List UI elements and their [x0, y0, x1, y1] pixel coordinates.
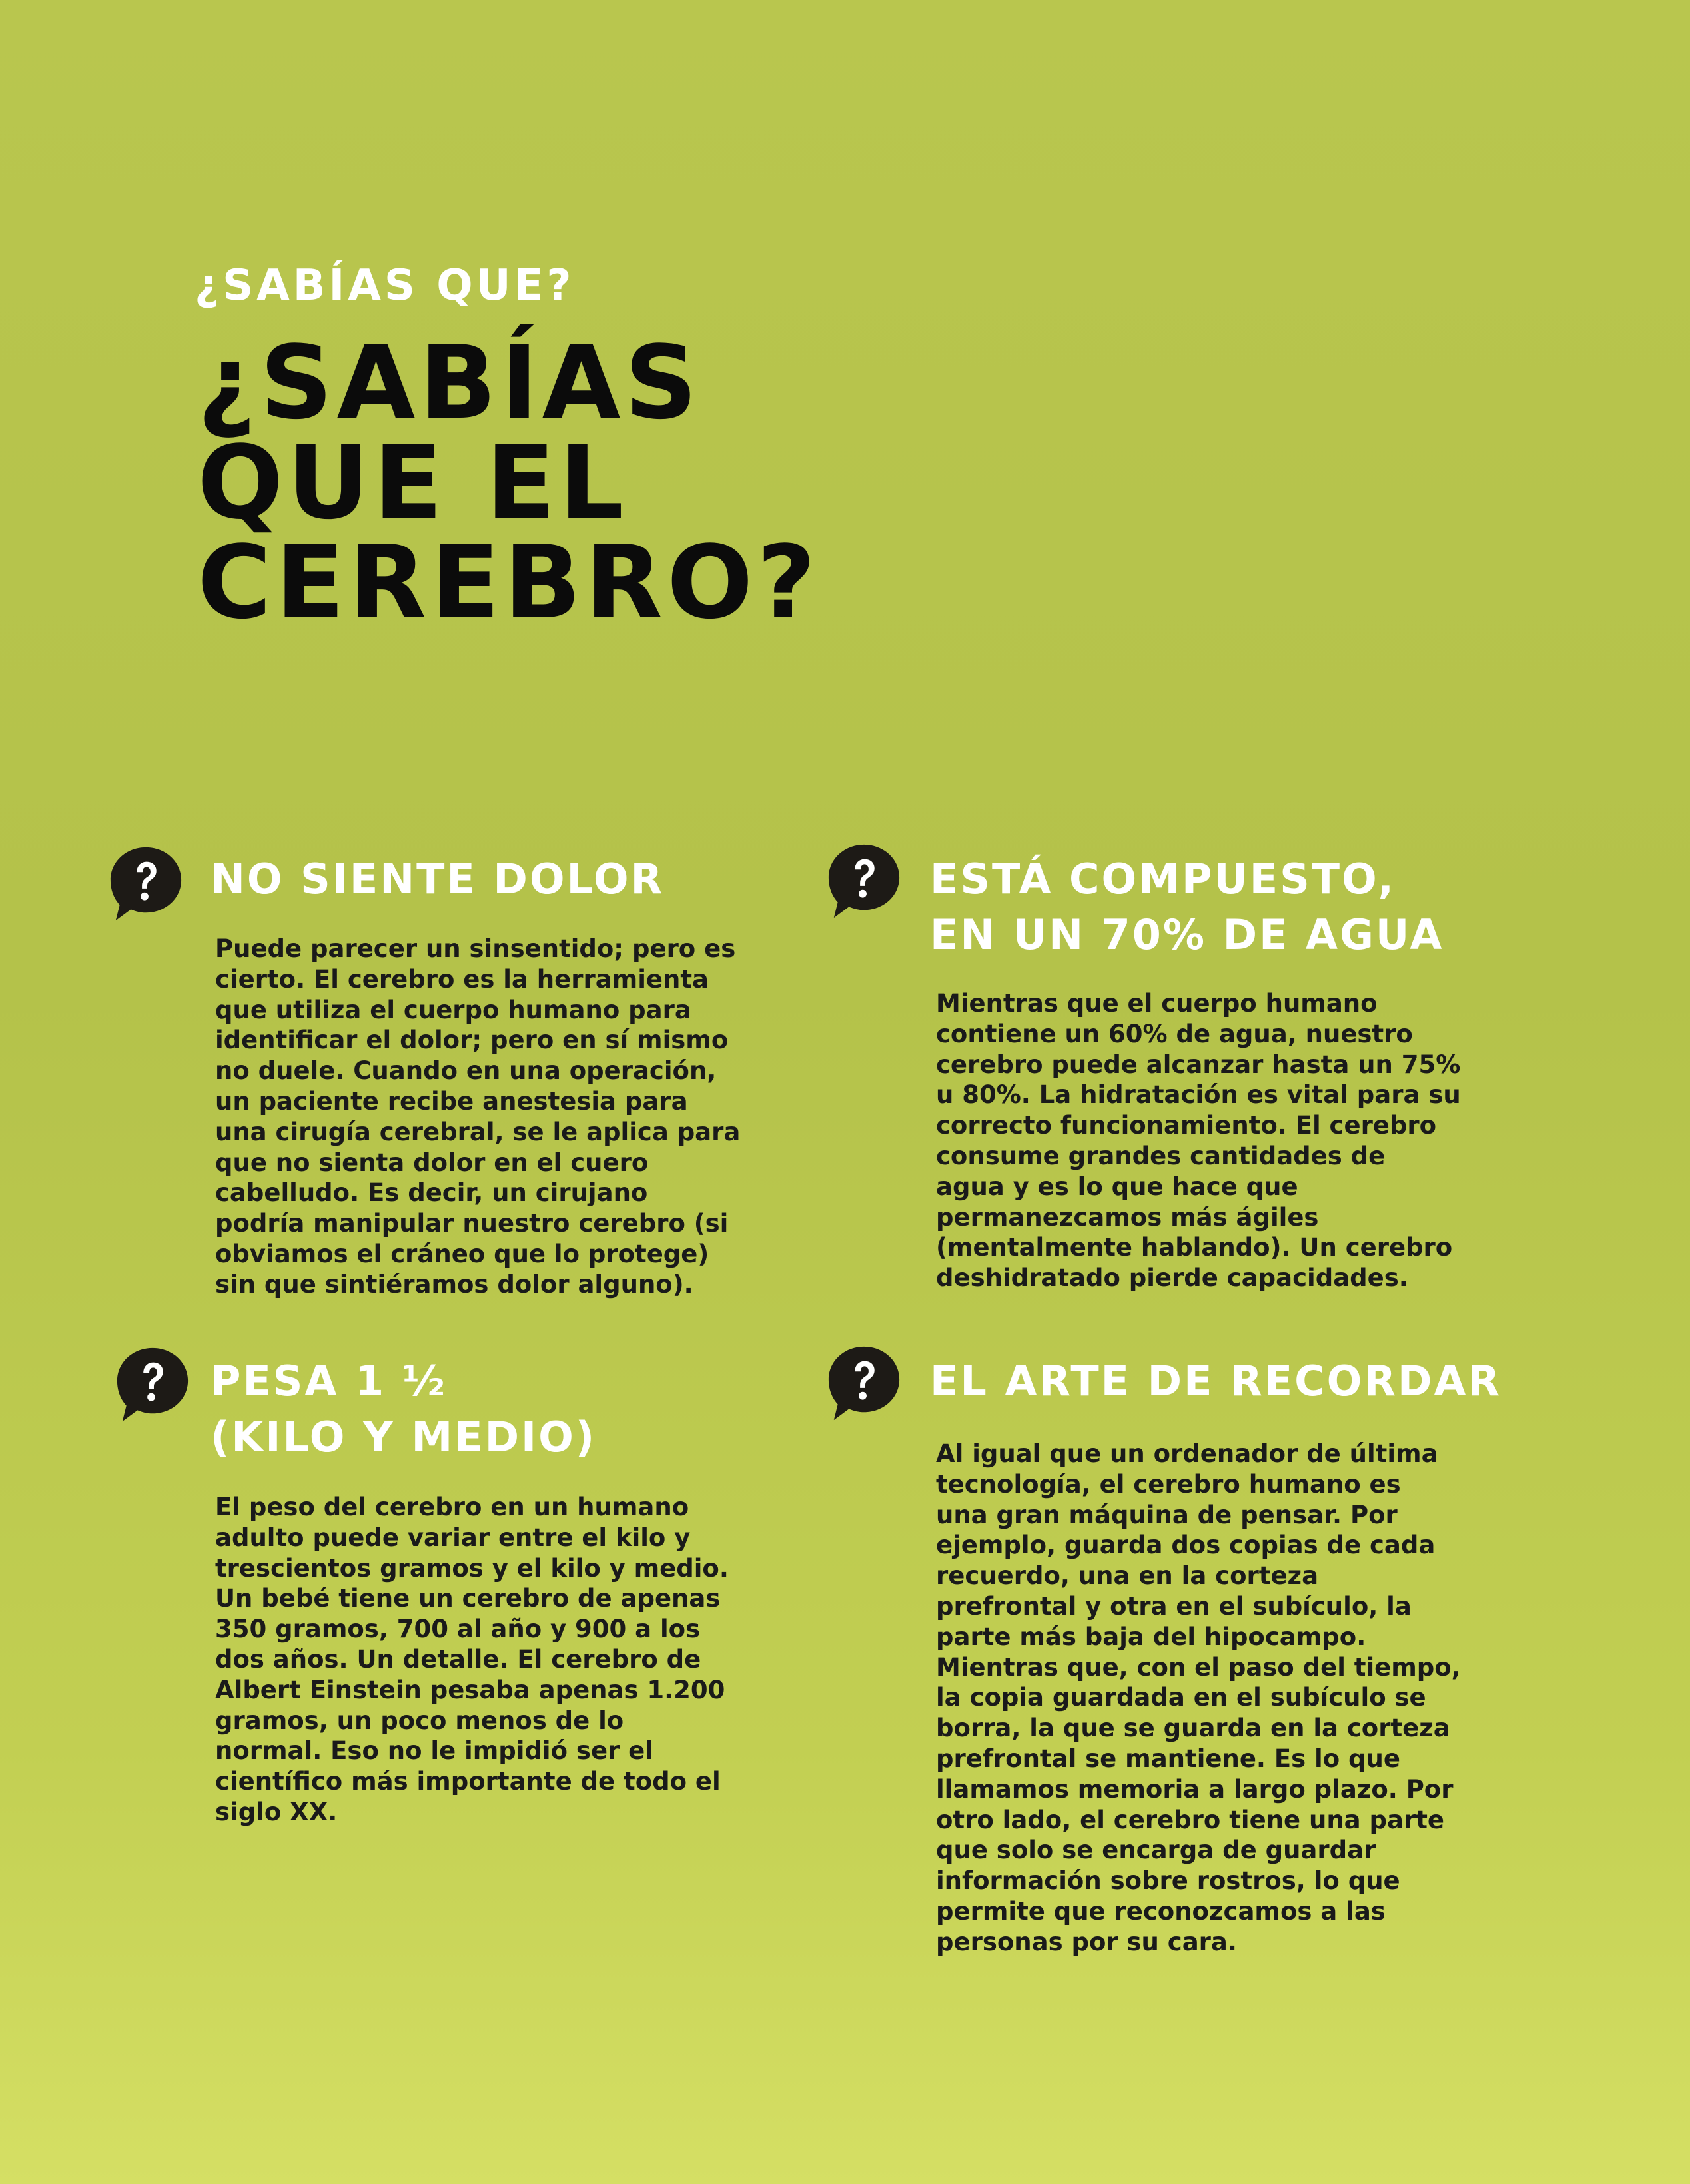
headline	[197, 324, 820, 641]
body-line: podría manipular nuestro cerebro (si	[215, 1209, 729, 1238]
body-line: prefrontal se mantiene. Es lo que	[936, 1744, 1400, 1773]
section-title-line: EL ARTE DE RECORDAR	[930, 1357, 1502, 1405]
body-line: 350 gramos, 700 al año y 900 a los	[215, 1615, 701, 1644]
body-line: consume grandes cantidades de	[936, 1141, 1386, 1170]
section-title	[930, 1353, 1501, 1409]
body-line: cabelludo. Es decir, un cirujano	[215, 1178, 648, 1208]
body-line: gramos, un poco menos de lo	[215, 1706, 624, 1735]
question-bubble-icon	[825, 1344, 903, 1423]
body-line: personas por su cara.	[936, 1927, 1237, 1956]
body-line: u 80%. La hidratación es vital para su	[936, 1080, 1461, 1110]
body-line: tecnología, el cerebro humano es	[936, 1469, 1401, 1499]
body-line: una gran máquina de pensar. Por	[936, 1500, 1398, 1529]
body-line: llamamos memoria a largo plazo. Por	[936, 1774, 1454, 1804]
section-body	[215, 1492, 729, 1828]
body-line: Albert Einstein pesaba apenas 1.200	[215, 1675, 725, 1704]
headline-line: CEREBRO?	[197, 524, 820, 641]
body-line: prefrontal y otra en el subículo, la	[936, 1591, 1412, 1621]
body-line: siglo XX.	[215, 1797, 338, 1826]
body-line: adulto puede variar entre el kilo y	[215, 1523, 691, 1552]
question-bubble-icon	[113, 1345, 192, 1424]
body-line: contiene un 60% de agua, nuestro	[936, 1019, 1413, 1048]
section-body	[936, 1439, 1461, 1958]
body-line: que utiliza el cuerpo humano para	[215, 995, 691, 1024]
body-line: un paciente recibe anestesia para	[215, 1086, 688, 1116]
body-line: El peso del cerebro en un humano	[215, 1493, 689, 1521]
body-line: cierto. El cerebro es la herramienta	[215, 964, 709, 994]
section-title-line: EN UN 70% DE AGUA	[930, 910, 1444, 959]
body-line: ejemplo, guarda dos copias de cada	[936, 1531, 1436, 1560]
body-line: Puede parecer un sinsentido; pero es	[215, 934, 736, 963]
body-line: parte más baja del hipocampo.	[936, 1622, 1366, 1651]
body-line: permite que reconozcamos a las	[936, 1896, 1386, 1926]
section-title-line: NO SIENTE DOLOR	[211, 855, 665, 903]
body-line: una cirugía cerebral, se le aplica para	[215, 1117, 741, 1146]
section-title	[211, 1353, 596, 1465]
body-line: que solo se encarga de guardar	[936, 1836, 1376, 1865]
body-line: Mientras que, con el paso del tiempo,	[936, 1652, 1461, 1682]
body-line: deshidratado pierde capacidades.	[936, 1264, 1408, 1293]
question-bubble-icon	[825, 842, 903, 920]
body-line: cerebro puede alcanzar hasta un 75%	[936, 1050, 1461, 1079]
section-title-line: (KILO Y MEDIO)	[211, 1413, 597, 1461]
body-line: recuerdo, una en la corteza	[936, 1561, 1319, 1591]
headline-line: QUE EL	[197, 424, 628, 542]
section-title-line: PESA 1 ½	[211, 1357, 447, 1405]
kicker: ¿SABÍAS QUE?	[195, 261, 575, 310]
body-line: (mentalmente hablando). Un cerebro	[936, 1233, 1453, 1262]
body-line: correcto funcionamiento. El cerebro	[936, 1111, 1437, 1140]
body-line: científico más importante de todo el	[215, 1767, 721, 1796]
question-bubble-icon	[107, 845, 185, 923]
section-title-line: ESTÁ COMPUESTO,	[930, 855, 1396, 903]
section-title	[930, 851, 1444, 963]
body-line: identificar el dolor; pero en sí mismo	[215, 1026, 729, 1055]
body-line: no duele. Cuando en una operación,	[215, 1056, 717, 1086]
body-line: Al igual que un ordenador de última	[936, 1439, 1438, 1468]
section-body	[215, 934, 740, 1300]
body-line: normal. Eso no le impidió ser el	[215, 1736, 653, 1766]
body-line: dos años. Un detalle. El cerebro de	[215, 1644, 701, 1674]
body-line: que no sienta dolor en el cuero	[215, 1148, 649, 1177]
body-line: Un bebé tiene un cerebro de apenas	[215, 1584, 721, 1613]
headline-line: ¿SABÍAS	[197, 324, 701, 442]
body-line: permanezcamos más ágiles	[936, 1202, 1319, 1232]
body-line: la copia guardada en el subículo se	[936, 1683, 1426, 1712]
body-line: trescientos gramos y el kilo y medio.	[215, 1553, 729, 1583]
body-line: obviamos el cráneo que lo protege)	[215, 1239, 709, 1268]
body-line: otro lado, el cerebro tiene una parte	[936, 1805, 1444, 1834]
body-line: información sobre rostros, lo que	[936, 1866, 1400, 1896]
section-body	[936, 988, 1461, 1293]
body-line: agua y es lo que hace que	[936, 1172, 1298, 1201]
section-title	[211, 851, 664, 907]
body-line: Mientras que el cuerpo humano	[936, 989, 1378, 1018]
body-line: borra, la que se guarda en la corteza	[936, 1714, 1450, 1743]
body-line: sin que sintiéramos dolor alguno).	[215, 1270, 693, 1299]
